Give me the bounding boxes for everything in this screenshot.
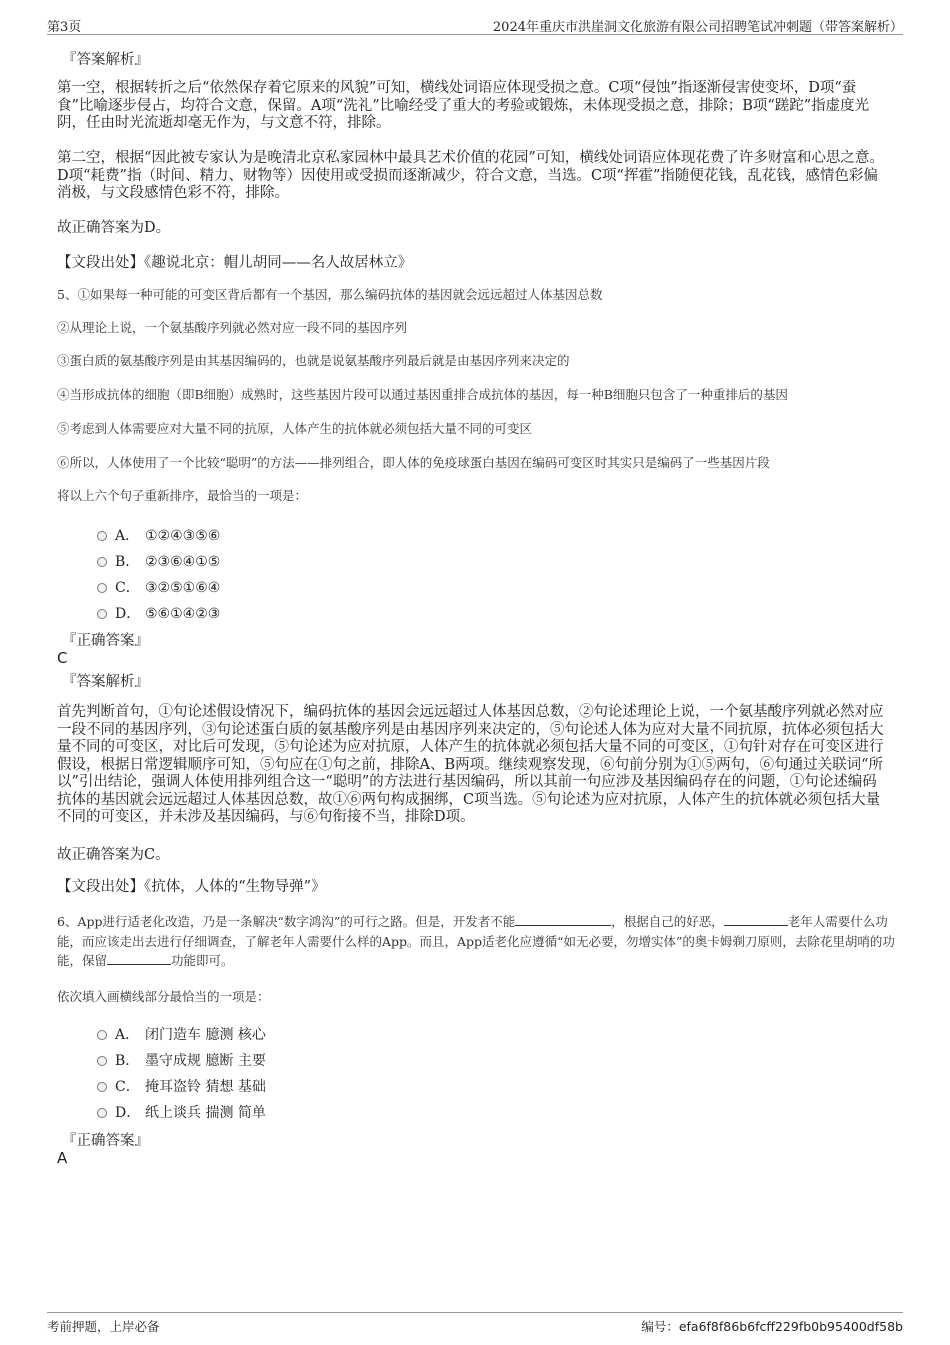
q6-blank-2 [724,913,788,926]
q6-blank-1 [515,913,611,926]
q5-option-d[interactable]: D． ⑤⑥①④②③ [97,603,220,623]
q5-option-a[interactable]: A． ①②④③⑤⑥ [97,525,220,545]
q4-source: 【文段出处】《趣说北京：帽儿胡同——名人故居林立》 [57,255,413,271]
q5-answer: C [57,649,68,667]
q5-stem-line-5: ⑤考虑到人体需要应对大量不同的抗原，人体产生的抗体就必须包括大量不同的可变区 [57,421,533,436]
q6-stem: 6、App进行适老化改造，乃是一条解决“数字鸿沟”的可行之路。但是，开发者不能 ，根据自己的好恶， 老年人需要什么功能，而应该走出去进行仔细调查，了解老年人需要什么样的App。而且，App适老化应遵循“如无必要，勿增实体”的奥卡姆剃刀原则，去除花里胡哨的功能，保留 功能即可。 [57,914,895,968]
page-header [47,12,903,35]
q5-analysis-label: 『答案解析』 [62,674,149,690]
q5-answer-label: 『正确答案』 [62,633,149,649]
q6-option-d[interactable]: D． 纸上谈兵 揣测 简单 [97,1102,266,1122]
q4-analysis-label: 『答案解析』 [62,52,149,68]
page-footer [47,1312,903,1335]
q5-conclusion: 故正确答案为C。 [57,847,170,863]
q5-prompt: 将以上六个句子重新排序，最恰当的一项是： [57,488,308,503]
q6-answer: A [57,1149,68,1167]
q6-option-b[interactable]: B． 墨守成规 臆断 主要 [97,1050,266,1070]
page-number: 第3页 [47,20,82,35]
q6-option-c[interactable]: C． 掩耳盗铃 猜想 基础 [97,1076,266,1096]
q6-blank-3 [107,952,171,965]
radio-icon[interactable] [97,557,107,567]
q4-conclusion: 故正确答案为D。 [57,220,171,236]
document-title: 2024年重庆市洪崖洞文化旅游有限公司招聘笔试冲刺题（带答案解析） [492,20,903,35]
radio-icon[interactable] [97,609,107,619]
radio-icon[interactable] [97,583,107,593]
q5-option-c[interactable]: C． ③②⑤①⑥④ [97,577,220,597]
q4-analysis-para1: 第一空，根据转折之后“依然保存着它原来的风貌”可知，横线处词语应体现受损之意。C项“侵蚀”指逐渐侵害使变坏，D项“蚕食”比喻逐步侵占，均符合文意，保留。A项“洗礼”比喻经受了重大的考验或锻炼，未体现受损之意，排除；B项“蹉跎”指虚度光阴，任由时光流逝却毫无作为，与文意不符，排除。 [57,80,870,131]
q5-analysis: 首先判断首句，①句论述假设情况下，编码抗体的基因会远远超过人体基因总数，②句论述理论上说，一个氨基酸序列就必然对应一段不同的基因序列，③句论述蛋白质的氨基酸序列是由基因序列来决定的，⑤句论述人体为应对大量不同抗原，抗体必须包括大量不同的可变区，对比后可发现，⑤句论述为应对抗原，人体产生的抗体就必须包括大量不同的可变区，①句针对存在可变区进行假设，根据日常逻辑顺序可知，⑤句应在①句之前，排除A、B两项。继续观察发现，⑥句前分别为①⑤两句，⑥句通过关联词“所以”引出结论，强调人体使用排列组合这一“聪明”的方法进行基因编码，所以其前一句应涉及基因编码存在的问题，①句论述编码抗体的基因就会远远超过人体基因总数，故①⑥两句构成捆绑，C项当选。⑤句论述为应对抗原，人体产生的抗体就必须包括大量不同的可变区，并未涉及基因编码，与⑥句衔接不当，排除D项。 [57,704,884,825]
q5-stem-line-3: ③蛋白质的氨基酸序列是由其基因编码的，也就是说氨基酸序列最后就是由基因序列来决定的 [57,353,570,368]
q4-analysis-para2: 第二空，根据“因此被专家认为是晚清北京私家园林中最具艺术价值的花园”可知，横线处词语应体现花费了许多财富和心思之意。D项“耗费”指（时间、精力、财物等）因使用或受损而逐渐减少，符合文意，当选。C项“挥霍”指随便花钱，乱花钱，感情色彩偏消极，与文段感情色彩不符，排除。 [57,150,884,201]
footer-code: 编号：efa6f8f86b6fcff229fb0b95400df58b [641,1319,903,1334]
q6-option-a[interactable]: A． 闭门造车 臆测 核心 [97,1024,266,1044]
radio-icon[interactable] [97,1082,107,1092]
radio-icon[interactable] [97,1030,107,1040]
radio-icon[interactable] [97,1108,107,1118]
q5-stem-line-4: ④当形成抗体的细胞（即B细胞）成熟时，这些基因片段可以通过基因重排合成抗体的基因，每一种B细胞只包含了一种重排后的基因 [57,387,788,402]
q5-option-b[interactable]: B． ②③⑥④①⑤ [97,551,220,571]
radio-icon[interactable] [97,531,107,541]
q6-prompt: 依次填入画横线部分最恰当的一项是： [57,989,270,1004]
footer-slogan: 考前押题，上岸必备 [47,1319,160,1334]
q5-stem-line-2: ②从理论上说，一个氨基酸序列就必然对应一段不同的基因序列 [57,320,408,335]
q6-answer-label: 『正确答案』 [62,1133,149,1149]
radio-icon[interactable] [97,1056,107,1066]
q5-source: 【文段出处】《抗体，人体的“生物导弹”》 [57,879,326,895]
q5-stem-line-6: ⑥所以，人体使用了一个比较“聪明”的方法——排列组合，即人体的免疫球蛋白基因在编码可变区时其实只是编码了一些基因片段 [57,455,770,470]
q5-stem-line-1: 5、①如果每一种可能的可变区背后都有一个基因，那么编码抗体的基因就会远远超过人体基因总数 [57,287,603,302]
